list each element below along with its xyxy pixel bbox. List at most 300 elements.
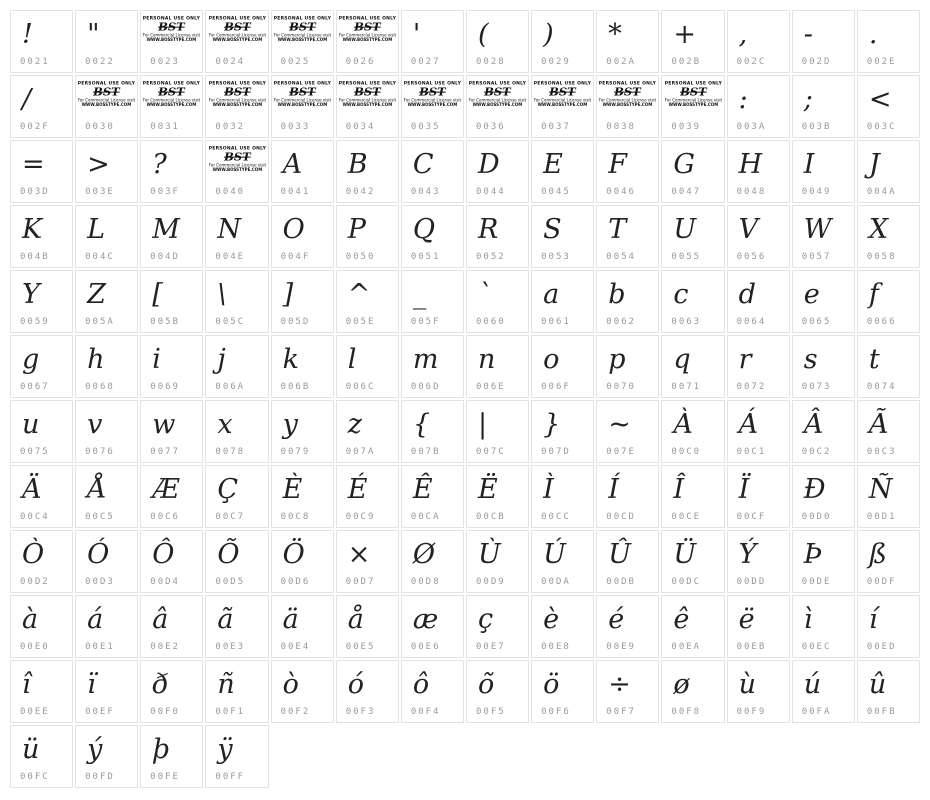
glyph-area — [467, 271, 528, 318]
glyph-cell — [140, 595, 203, 658]
glyph-code-label: 007C — [475, 447, 506, 457]
glyph-area — [662, 336, 723, 383]
glyph-cell — [596, 530, 659, 593]
watermark-badge — [141, 11, 202, 48]
glyph-area — [597, 466, 658, 513]
watermark-commercial-note: For Commercial License visit — [338, 33, 396, 38]
glyph-code-label: 0074 — [866, 382, 897, 392]
glyph-cell — [857, 595, 920, 658]
glyph-area — [532, 596, 593, 643]
glyph-code-label: 0034 — [345, 122, 376, 132]
glyph-code-label: 00DB — [606, 577, 636, 587]
glyph-area — [76, 531, 137, 578]
glyph-cell — [205, 725, 268, 788]
glyph-area — [206, 11, 267, 58]
glyph-cell — [336, 270, 399, 333]
glyph-cell — [727, 10, 790, 73]
glyph-character: Å — [87, 474, 107, 505]
glyph-character: Ì — [543, 474, 554, 505]
glyph-cell — [401, 595, 464, 658]
glyph-area — [141, 336, 202, 383]
glyph-area — [728, 596, 789, 643]
glyph-character: À — [673, 409, 693, 440]
glyph-cell — [857, 660, 920, 723]
glyph-cell — [336, 205, 399, 268]
glyph-code-label: 0051 — [410, 252, 441, 262]
glyph-character: ! — [22, 19, 33, 50]
watermark-badge-inner — [339, 81, 396, 107]
glyph-character: ô — [412, 669, 430, 700]
watermark-badge-inner — [339, 16, 396, 42]
glyph-area — [272, 466, 333, 513]
glyph-character: v — [87, 409, 103, 440]
glyph-character: Ò — [22, 539, 45, 570]
glyph-character: û — [868, 669, 887, 700]
watermark-logo-monogram-icon: BST — [223, 150, 251, 164]
glyph-character: Ï — [738, 474, 750, 505]
glyph-area — [272, 76, 333, 123]
glyph-code-label: 004E — [215, 252, 246, 262]
watermark-title: PERSONAL USE ONLY — [338, 16, 396, 22]
watermark-commercial-note: For Commercial License visit — [273, 98, 331, 103]
glyph-area — [793, 11, 854, 58]
glyph-area — [141, 11, 202, 58]
glyph-area — [11, 401, 72, 448]
glyph-cell — [401, 140, 464, 203]
glyph-area — [76, 661, 137, 708]
glyph-character: \ — [217, 279, 227, 310]
watermark-url: WWW.BOSSTYPE.COM — [342, 103, 393, 108]
glyph-character: K — [22, 214, 43, 245]
glyph-cell — [661, 75, 724, 138]
glyph-code-label: 0060 — [475, 317, 506, 327]
glyph-area — [76, 726, 137, 773]
glyph-code-label: 00D5 — [215, 577, 246, 587]
glyph-cell — [792, 140, 855, 203]
glyph-character: Æ — [152, 474, 180, 505]
glyph-cell — [140, 400, 203, 463]
glyph-cell — [205, 660, 268, 723]
glyph-character: H — [738, 149, 763, 180]
glyph-cell — [140, 725, 203, 788]
glyph-cell — [531, 530, 594, 593]
watermark-url: WWW.BOSSTYPE.COM — [342, 38, 393, 43]
glyph-area — [402, 336, 463, 383]
glyph-character: Û — [608, 539, 632, 570]
watermark-badge — [532, 76, 593, 113]
watermark-badge — [597, 76, 658, 113]
glyph-code-label: 00C1 — [736, 447, 767, 457]
glyph-cell — [401, 75, 464, 138]
glyph-area — [793, 271, 854, 318]
glyph-area — [467, 76, 528, 123]
glyph-character: x — [217, 409, 233, 440]
watermark-url: WWW.BOSSTYPE.COM — [277, 38, 327, 43]
glyph-cell — [140, 205, 203, 268]
glyph-cell — [466, 270, 529, 333]
glyph-character: Ô — [152, 539, 175, 570]
watermark-commercial-note: For Commercial License visit — [273, 33, 331, 38]
glyph-character: ï — [87, 669, 96, 700]
glyph-cell — [792, 660, 855, 723]
glyph-character: Þ — [803, 539, 822, 570]
glyph-area — [402, 661, 463, 708]
watermark-commercial-note: For Commercial License visit — [208, 98, 266, 103]
glyph-area — [532, 661, 593, 708]
glyph-code-label: 00FA — [801, 707, 832, 717]
glyph-character: R — [477, 214, 499, 245]
glyph-character: ö — [543, 669, 560, 700]
glyph-area — [337, 336, 398, 383]
glyph-code-label: 006C — [345, 382, 376, 392]
glyph-cell — [466, 530, 529, 593]
glyph-code-label: 00F2 — [280, 707, 311, 717]
glyph-character: [ — [152, 279, 163, 310]
glyph-character: { — [412, 409, 431, 440]
glyph-area — [76, 141, 137, 188]
glyph-character: ; — [803, 84, 813, 115]
watermark-logo-monogram-icon: BST — [484, 85, 511, 99]
glyph-area — [597, 11, 658, 58]
glyph-code-label: 00FC — [20, 772, 50, 782]
glyph-code-label: 00C4 — [20, 512, 50, 522]
glyph-character: M — [152, 214, 180, 245]
glyph-area — [272, 271, 333, 318]
glyph-area — [597, 596, 658, 643]
glyph-area — [728, 11, 789, 58]
glyph-code-label: 00EF — [85, 707, 115, 717]
glyph-cell — [596, 140, 659, 203]
glyph-area — [141, 466, 202, 513]
watermark-title: PERSONAL USE ONLY — [143, 16, 201, 22]
glyph-cell — [466, 10, 529, 73]
glyph-code-label: 0045 — [541, 187, 571, 197]
watermark-logo-monogram-icon: BST — [288, 85, 316, 99]
glyph-character: / — [22, 84, 32, 115]
glyph-code-label: 00D2 — [20, 577, 50, 587]
watermark-badge — [206, 11, 267, 48]
glyph-area — [597, 661, 658, 708]
glyph-cell — [792, 75, 855, 138]
glyph-code-label: 005F — [410, 317, 441, 327]
glyph-area — [76, 206, 137, 253]
watermark-logo-monogram-icon: BST — [353, 20, 381, 34]
glyph-character: Î — [673, 474, 685, 505]
glyph-cell — [205, 75, 268, 138]
glyph-cell — [727, 660, 790, 723]
glyph-cell — [401, 335, 464, 398]
glyph-code-label: 003D — [20, 187, 50, 197]
glyph-cell — [596, 205, 659, 268]
glyph-area — [206, 271, 267, 318]
glyph-cell — [336, 140, 399, 203]
watermark-commercial-note: For Commercial License visit — [403, 98, 462, 103]
glyph-area — [728, 141, 789, 188]
glyph-area — [272, 336, 333, 383]
glyph-cell — [205, 270, 268, 333]
glyph-area — [141, 726, 202, 773]
glyph-code-label: 0046 — [606, 187, 636, 197]
glyph-code-label: 00DF — [866, 577, 897, 587]
glyph-area — [858, 271, 919, 318]
glyph-code-label: 0064 — [736, 317, 767, 327]
watermark-url: WWW.BOSSTYPE.COM — [212, 38, 262, 43]
glyph-area — [532, 401, 593, 448]
watermark-commercial-note: For Commercial License visit — [338, 98, 396, 103]
glyph-area — [662, 11, 723, 58]
glyph-code-label: 00C8 — [280, 512, 311, 522]
glyph-code-label: 00E2 — [150, 642, 180, 652]
glyph-code-label: 00F4 — [410, 707, 441, 717]
glyph-cell — [271, 595, 334, 658]
glyph-code-label: 0024 — [215, 57, 246, 67]
glyph-code-label: 0050 — [345, 252, 376, 262]
glyph-area — [467, 336, 528, 383]
glyph-cell — [401, 660, 464, 723]
glyph-cell — [140, 465, 203, 528]
watermark-logo-monogram-icon: BST — [614, 85, 642, 99]
glyph-character: * — [608, 19, 622, 50]
glyph-area — [337, 271, 398, 318]
glyph-cell — [336, 400, 399, 463]
watermark-logo-monogram-icon: BST — [158, 85, 186, 99]
glyph-code-label: 0027 — [410, 57, 441, 67]
watermark-badge-inner — [208, 16, 265, 42]
glyph-area — [467, 141, 528, 188]
glyph-code-label: 00DE — [801, 577, 832, 587]
glyph-character: b — [608, 279, 626, 310]
glyph-code-label: 00FE — [150, 772, 180, 782]
glyph-area — [728, 531, 789, 578]
glyph-cell — [10, 270, 73, 333]
glyph-code-label: 0031 — [150, 122, 180, 132]
glyph-area — [206, 661, 267, 708]
glyph-character: ) — [543, 19, 554, 50]
glyph-area — [141, 531, 202, 578]
glyph-code-label: 00E4 — [280, 642, 311, 652]
glyph-cell — [466, 595, 529, 658]
glyph-cell — [271, 10, 334, 73]
glyph-character: Ç — [217, 474, 239, 505]
watermark-url: WWW.BOSSTYPE.COM — [603, 103, 653, 108]
glyph-area — [597, 206, 658, 253]
glyph-cell — [857, 205, 920, 268]
glyph-character: æ — [412, 604, 439, 635]
glyph-cell — [727, 140, 790, 203]
glyph-cell — [401, 465, 464, 528]
watermark-url: WWW.BOSSTYPE.COM — [407, 103, 458, 108]
glyph-cell — [140, 270, 203, 333]
watermark-logo-monogram-icon: BST — [549, 85, 577, 99]
glyph-area — [402, 596, 463, 643]
glyph-cell — [661, 465, 724, 528]
watermark-badge-inner — [208, 81, 265, 107]
glyph-code-label: 0041 — [280, 187, 311, 197]
glyph-code-label: 0073 — [801, 382, 832, 392]
glyph-code-label: 00FF — [215, 772, 246, 782]
glyph-character: e — [803, 279, 820, 310]
watermark-title: PERSONAL USE ONLY — [143, 81, 201, 87]
glyph-area — [141, 271, 202, 318]
glyph-code-label: 0021 — [20, 57, 50, 67]
glyph-character: í — [868, 604, 878, 635]
glyph-code-label: 0058 — [866, 252, 897, 262]
glyph-code-label: 0038 — [606, 122, 636, 132]
glyph-code-label: 005A — [85, 317, 115, 327]
glyph-code-label: 00F5 — [475, 707, 506, 717]
glyph-area — [662, 76, 723, 123]
glyph-area — [532, 11, 593, 58]
glyph-code-label: 007E — [606, 447, 636, 457]
glyph-area — [728, 401, 789, 448]
glyph-code-label: 00D0 — [801, 512, 832, 522]
glyph-code-label: 0078 — [215, 447, 246, 457]
glyph-area — [597, 271, 658, 318]
glyph-character: g — [22, 344, 40, 375]
glyph-code-label: 0061 — [541, 317, 571, 327]
glyph-cell — [271, 270, 334, 333]
watermark-logo-monogram-icon: BST — [158, 20, 186, 34]
glyph-cell — [75, 530, 138, 593]
glyph-code-label: 002D — [801, 57, 832, 67]
glyph-cell — [531, 75, 594, 138]
glyph-code-label: 00F9 — [736, 707, 767, 717]
glyph-code-label: 002F — [20, 122, 50, 132]
glyph-cell — [792, 595, 855, 658]
glyph-cell — [727, 400, 790, 463]
glyph-area — [467, 661, 528, 708]
glyph-code-label: 00D4 — [150, 577, 180, 587]
glyph-character: A — [282, 149, 303, 180]
watermark-url: WWW.BOSSTYPE.COM — [147, 38, 197, 43]
glyph-character: ü — [22, 734, 40, 765]
glyph-cell — [75, 205, 138, 268]
glyph-area — [206, 76, 267, 123]
glyph-cell — [75, 335, 138, 398]
glyph-character: ` — [477, 279, 492, 310]
glyph-cell — [466, 660, 529, 723]
glyph-area — [272, 531, 333, 578]
glyph-character: î — [22, 669, 31, 700]
glyph-code-label: 006A — [215, 382, 246, 392]
glyph-character: ó — [347, 669, 364, 700]
glyph-cell — [271, 205, 334, 268]
glyph-area — [793, 141, 854, 188]
glyph-cell — [10, 75, 73, 138]
glyph-cell — [205, 465, 268, 528]
glyph-character: â — [152, 604, 169, 635]
watermark-commercial-note: For Commercial License visit — [143, 33, 201, 38]
glyph-cell — [140, 530, 203, 593]
glyph-code-label: 00DA — [541, 577, 571, 587]
glyph-character: f — [868, 279, 879, 310]
glyph-cell — [75, 660, 138, 723]
glyph-code-label: 005B — [150, 317, 180, 327]
glyph-area — [858, 661, 919, 708]
glyph-cell — [271, 75, 334, 138]
watermark-logo-monogram-icon: BST — [353, 85, 381, 99]
glyph-code-label: 00EE — [20, 707, 50, 717]
glyph-code-label: 003F — [150, 187, 180, 197]
glyph-area — [337, 141, 398, 188]
watermark-badge — [402, 76, 463, 113]
glyph-area — [402, 206, 463, 253]
glyph-area — [728, 271, 789, 318]
glyph-code-label: 007A — [345, 447, 376, 457]
glyph-cell — [661, 530, 724, 593]
glyph-code-label: 00F8 — [671, 707, 702, 717]
glyph-code-label: 00C6 — [150, 512, 180, 522]
glyph-cell — [531, 400, 594, 463]
glyph-cell — [466, 75, 529, 138]
glyph-area — [76, 466, 137, 513]
glyph-code-label: 0072 — [736, 382, 767, 392]
glyph-code-label: 0065 — [801, 317, 832, 327]
glyph-area — [206, 726, 267, 773]
watermark-title: PERSONAL USE ONLY — [403, 81, 462, 87]
watermark-badge — [337, 76, 398, 113]
glyph-code-label: 0043 — [410, 187, 441, 197]
watermark-title: PERSONAL USE ONLY — [208, 16, 266, 22]
watermark-url: WWW.BOSSTYPE.COM — [212, 103, 262, 108]
glyph-character: × — [347, 539, 371, 570]
glyph-code-label: 0026 — [345, 57, 376, 67]
watermark-commercial-note: For Commercial License visit — [534, 98, 592, 103]
glyph-area — [11, 336, 72, 383]
glyph-cell — [140, 140, 203, 203]
glyph-character: Ä — [22, 474, 42, 505]
glyph-cell — [466, 205, 529, 268]
glyph-cell — [727, 465, 790, 528]
glyph-area — [337, 206, 398, 253]
glyph-area — [402, 11, 463, 58]
glyph-code-label: 00E3 — [215, 642, 246, 652]
glyph-area — [206, 401, 267, 448]
watermark-badge-inner — [273, 81, 330, 107]
glyph-area — [402, 401, 463, 448]
watermark-url: WWW.BOSSTYPE.COM — [668, 103, 718, 108]
glyph-area — [11, 76, 72, 123]
glyph-code-label: 005C — [215, 317, 246, 327]
glyph-code-label: 004C — [85, 252, 115, 262]
glyph-cell — [205, 140, 268, 203]
glyph-area — [141, 206, 202, 253]
glyph-area — [597, 141, 658, 188]
glyph-cell — [596, 400, 659, 463]
glyph-character: ( — [477, 19, 489, 50]
glyph-character: Ø — [412, 539, 435, 570]
glyph-code-label: 003A — [736, 122, 767, 132]
glyph-cell — [205, 205, 268, 268]
glyph-character: ê — [673, 604, 690, 635]
glyph-character: Ü — [673, 539, 697, 570]
glyph-cell — [401, 270, 464, 333]
glyph-cell — [792, 465, 855, 528]
glyph-area — [206, 531, 267, 578]
glyph-cell — [401, 400, 464, 463]
glyph-area — [597, 336, 658, 383]
glyph-area — [272, 141, 333, 188]
glyph-cell — [271, 530, 334, 593]
glyph-code-label: 0040 — [215, 187, 246, 197]
glyph-character: w — [152, 409, 176, 440]
glyph-character: þ — [152, 734, 170, 765]
glyph-cell — [531, 660, 594, 723]
glyph-area — [272, 661, 333, 708]
glyph-code-label: 0022 — [85, 57, 115, 67]
glyph-character: ú — [803, 669, 822, 700]
glyph-cell — [531, 140, 594, 203]
